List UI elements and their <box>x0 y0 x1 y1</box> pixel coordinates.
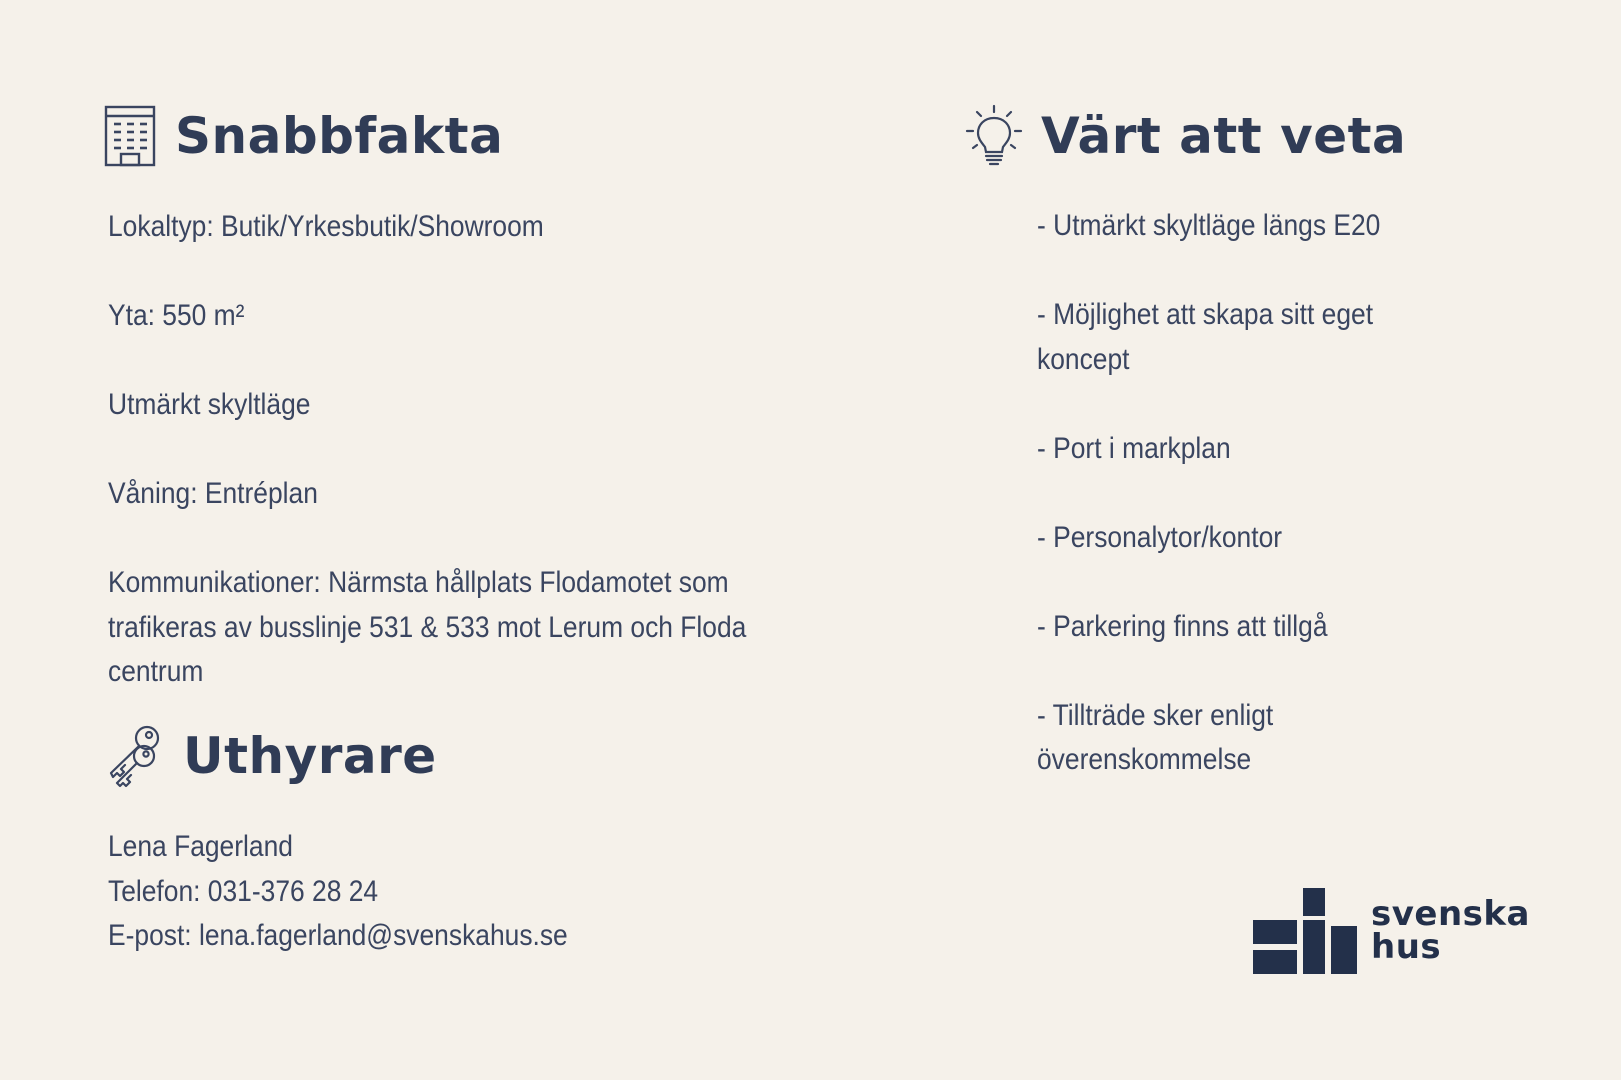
list-item: - Tillträde sker enligt <box>1037 698 1274 732</box>
lightbulb-icon <box>965 104 1023 168</box>
list-item-continued: överenskommelse <box>1037 743 1252 776</box>
kommunikationer-text-line1: Kommunikationer: Närmsta hållplats Flodamotet som <box>108 566 729 599</box>
keys-icon <box>103 723 165 789</box>
lokaltyp-text: Lokaltyp: Butik/Yrkesbutik/Showroom <box>108 210 544 243</box>
uthyrare-contact <box>108 825 568 959</box>
uthyrare-title: Uthyrare <box>183 727 437 785</box>
snabbfakta-heading <box>103 104 503 168</box>
vart-att-veta-list <box>1037 204 1380 783</box>
contact-name: Lena Fagerland <box>108 830 293 863</box>
svenska-hus-logo <box>1253 888 1530 974</box>
list-item-continued: koncept <box>1037 342 1130 376</box>
kommunikationer-text-line2: trafikeras av busslinje 531 & 533 mot Lerum och Floda <box>108 610 747 644</box>
skyltlage-text: Utmärkt skyltläge <box>108 388 311 421</box>
logo-mark-icon <box>1253 888 1357 974</box>
list-item: - Utmärkt skyltläge längs E20 <box>1037 209 1381 242</box>
snabbfakta-title: Snabbfakta <box>175 107 504 165</box>
snabbfakta-list <box>108 205 746 695</box>
vart-att-veta-heading <box>965 104 1406 168</box>
vart-att-veta-title: Värt att veta <box>1041 107 1407 165</box>
contact-phone: Telefon: 031-376 28 24 <box>108 874 379 908</box>
list-item: - Parkering finns att tillgå <box>1037 609 1328 643</box>
kommunikationer-text-line3: centrum <box>108 655 204 688</box>
uthyrare-heading <box>103 723 437 789</box>
list-item: - Port i markplan <box>1037 431 1231 465</box>
list-item: - Möjlighet att skapa sitt eget <box>1037 298 1374 331</box>
contact-email: E-post: lena.fagerland@svenskahus.se <box>108 919 568 952</box>
logo-word-line2: hus <box>1371 927 1442 967</box>
building-icon <box>103 104 157 168</box>
logo-word-line1: svenska <box>1371 894 1530 934</box>
yta-text: Yta: 550 m² <box>108 299 245 332</box>
logo-wordmark <box>1371 894 1530 967</box>
vaning-text: Våning: Entréplan <box>108 477 318 510</box>
list-item: - Personalytor/kontor <box>1037 520 1283 554</box>
